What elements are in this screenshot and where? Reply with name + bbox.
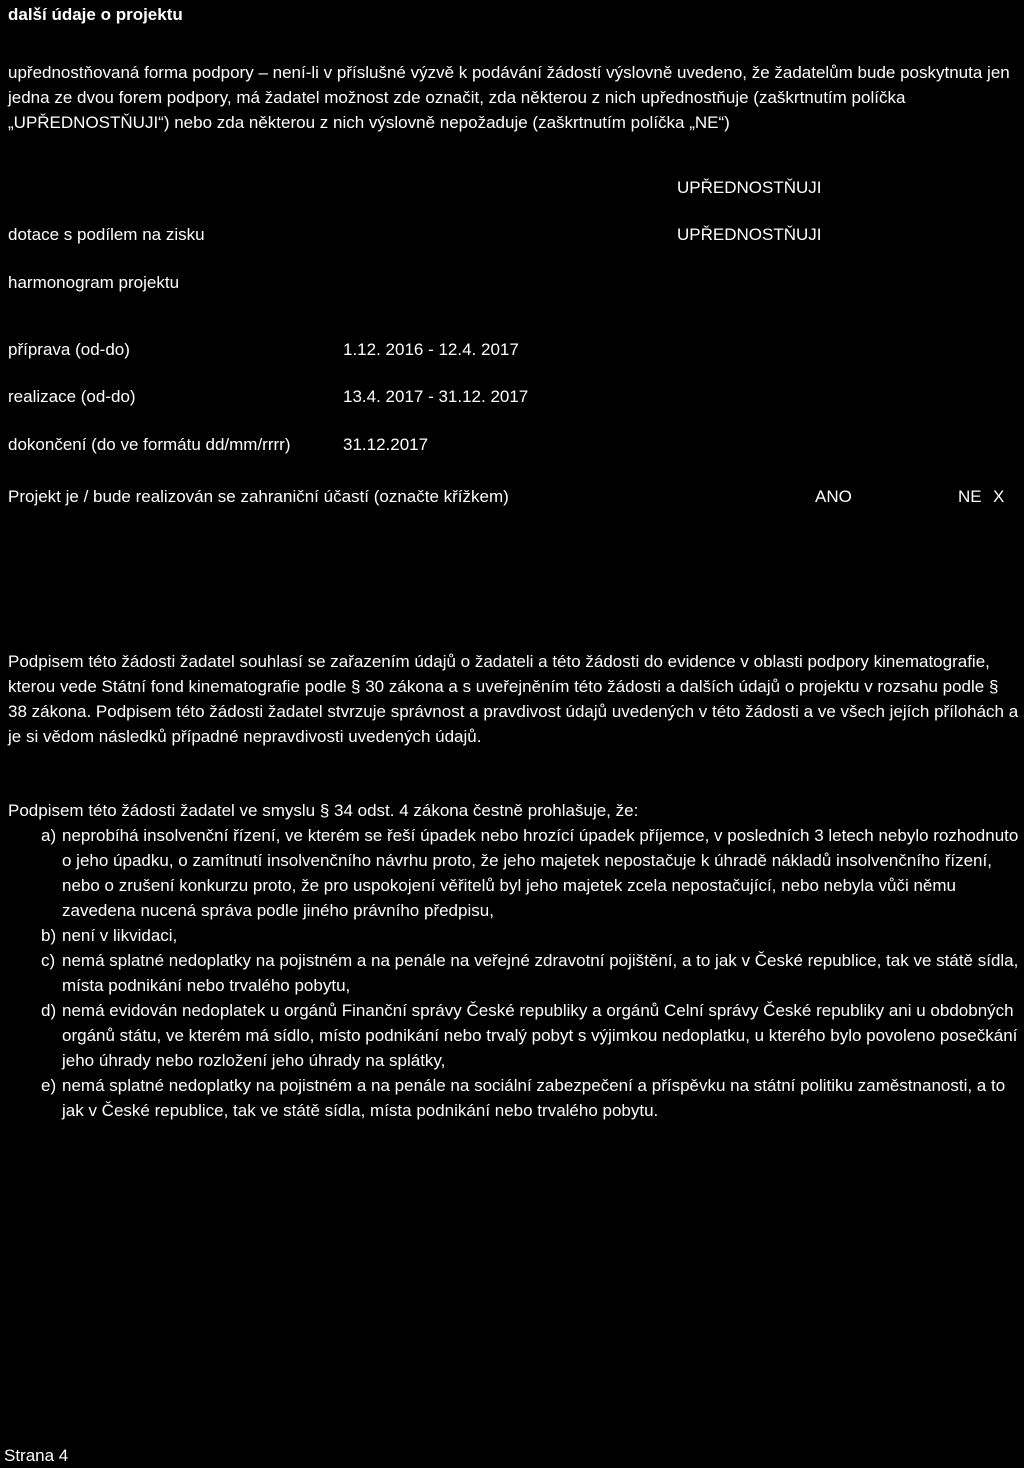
schedule-title: harmonogram projektu bbox=[8, 273, 180, 292]
declaration-list bbox=[8, 823, 1022, 1123]
declaration-text: není v likvidaci, bbox=[62, 926, 178, 945]
declaration-text: nemá splatné nedoplatky na pojistném a na penále na veřejné zdravotní pojištění, a to jak v České republice, tak ve státě sídla, místa podnikání nebo trvalého pobytu, bbox=[62, 951, 1019, 995]
schedule-value-preparation: 1.12. 2016 - 12.4. 2017 bbox=[343, 340, 519, 359]
declaration-text: nemá splatné nedoplatky na pojistném a na penále na sociální zabezpečení a příspěvku na státní politiku zaměstnanosti, a to jak v České republice, tak ve státě sídla, místa podnikání nebo trvalého pobytu. bbox=[62, 1076, 1006, 1120]
declaration-item bbox=[8, 948, 1022, 998]
schedule-value-completion: 31.12.2017 bbox=[343, 435, 429, 454]
preference-label-2: dotace s podílem na zisku bbox=[8, 225, 205, 244]
consent-paragraph: Podpisem této žádosti žadatel souhlasí se zařazením údajů o žadateli a této žádosti do evidence v oblasti podpory kinematografie, kterou vede Státní fond kinematografie podle § 30 zákona a s uveřejněním této žádosti a dalších údajů o projektu v rozsahu podle § 38 zákona. Podpisem této žádosti žadatel stvrzuje správnost a pravdivost údajů uvedených v této žádosti a ve všech jejích přílohách a je si vědom následků případné nepravdivosti uvedených údajů. bbox=[8, 652, 1019, 746]
declaration-item bbox=[8, 998, 1022, 1073]
preference-value-1: UPŘEDNOSTŇUJI bbox=[677, 178, 822, 197]
page-number: Strana 4 bbox=[4, 1446, 69, 1465]
declaration-text: neprobíhá insolvenční řízení, ve kterém se řeší úpadek nebo hrozící úpadek příjemce, v posledních 3 letech nebylo rozhodnuto o jeho úpadku, o zamítnutí insolvenčního návrhu proto, že jeho majetek nepostačuje k úhradě nákladů insolvenčního řízení, nebo o zrušení konkurzu proto, že pro uspokojení věřitelů byl jeho majetek zcela nepostačující, nebo nebyla vůči němu zavedena nucená správa podle jiného právního předpisu, bbox=[62, 826, 1019, 920]
declaration-marker: a) bbox=[41, 826, 57, 845]
declaration-marker: b) bbox=[41, 926, 57, 945]
declaration-item bbox=[8, 823, 1022, 923]
foreign-no-mark: X bbox=[993, 487, 1005, 506]
declaration-marker: d) bbox=[41, 1001, 57, 1020]
foreign-participation-question: Projekt je / bude realizován se zahraniční účastí (označte křížkem) bbox=[8, 487, 509, 506]
declaration-text: nemá evidován nedoplatek u orgánů Finanční správy České republiky a orgánů Celní správy České republiky ani u obdobných orgánů státu, ve kterém má sídlo, místo podnikání nebo trvalý pobyt s výjimkou nedoplatku, u kterého bylo povoleno posečkání jeho úhrady nebo rozložení jeho úhrady na splátky, bbox=[62, 1001, 1018, 1070]
schedule-label-preparation: příprava (od-do) bbox=[8, 340, 130, 359]
preference-value-2: UPŘEDNOSTŇUJI bbox=[677, 225, 822, 244]
foreign-yes-label: ANO bbox=[815, 487, 852, 506]
declaration-intro: Podpisem této žádosti žadatel ve smyslu § 34 odst. 4 zákona čestně prohlašuje, že: bbox=[8, 801, 639, 820]
declaration-marker: c) bbox=[41, 951, 56, 970]
declaration-item bbox=[8, 923, 1022, 948]
declaration-marker: e) bbox=[41, 1076, 57, 1095]
section-title: další údaje o projektu bbox=[8, 5, 183, 24]
foreign-no-label: NE bbox=[958, 487, 982, 506]
schedule-label-realization: realizace (od-do) bbox=[8, 387, 136, 406]
schedule-label-completion: dokončení (do ve formátu dd/mm/rrrr) bbox=[8, 435, 291, 454]
declaration-item bbox=[8, 1073, 1022, 1123]
schedule-value-realization: 13.4. 2017 - 31.12. 2017 bbox=[343, 387, 529, 406]
preference-description: upřednostňovaná forma podpory – není-li v příslušné výzvě k podávání žádostí výslovně uvedeno, že žadatelům bude poskytnuta jen jedna ze dvou forem podpory, má žadatel možnost zde označit, zda některou z nich upřednostňuje (zaškrtnutím políčka „UPŘEDNOSTŇUJI“) nebo zda některou z nich výslovně nepožaduje (zaškrtnutím políčka „NE“) bbox=[8, 63, 1010, 132]
